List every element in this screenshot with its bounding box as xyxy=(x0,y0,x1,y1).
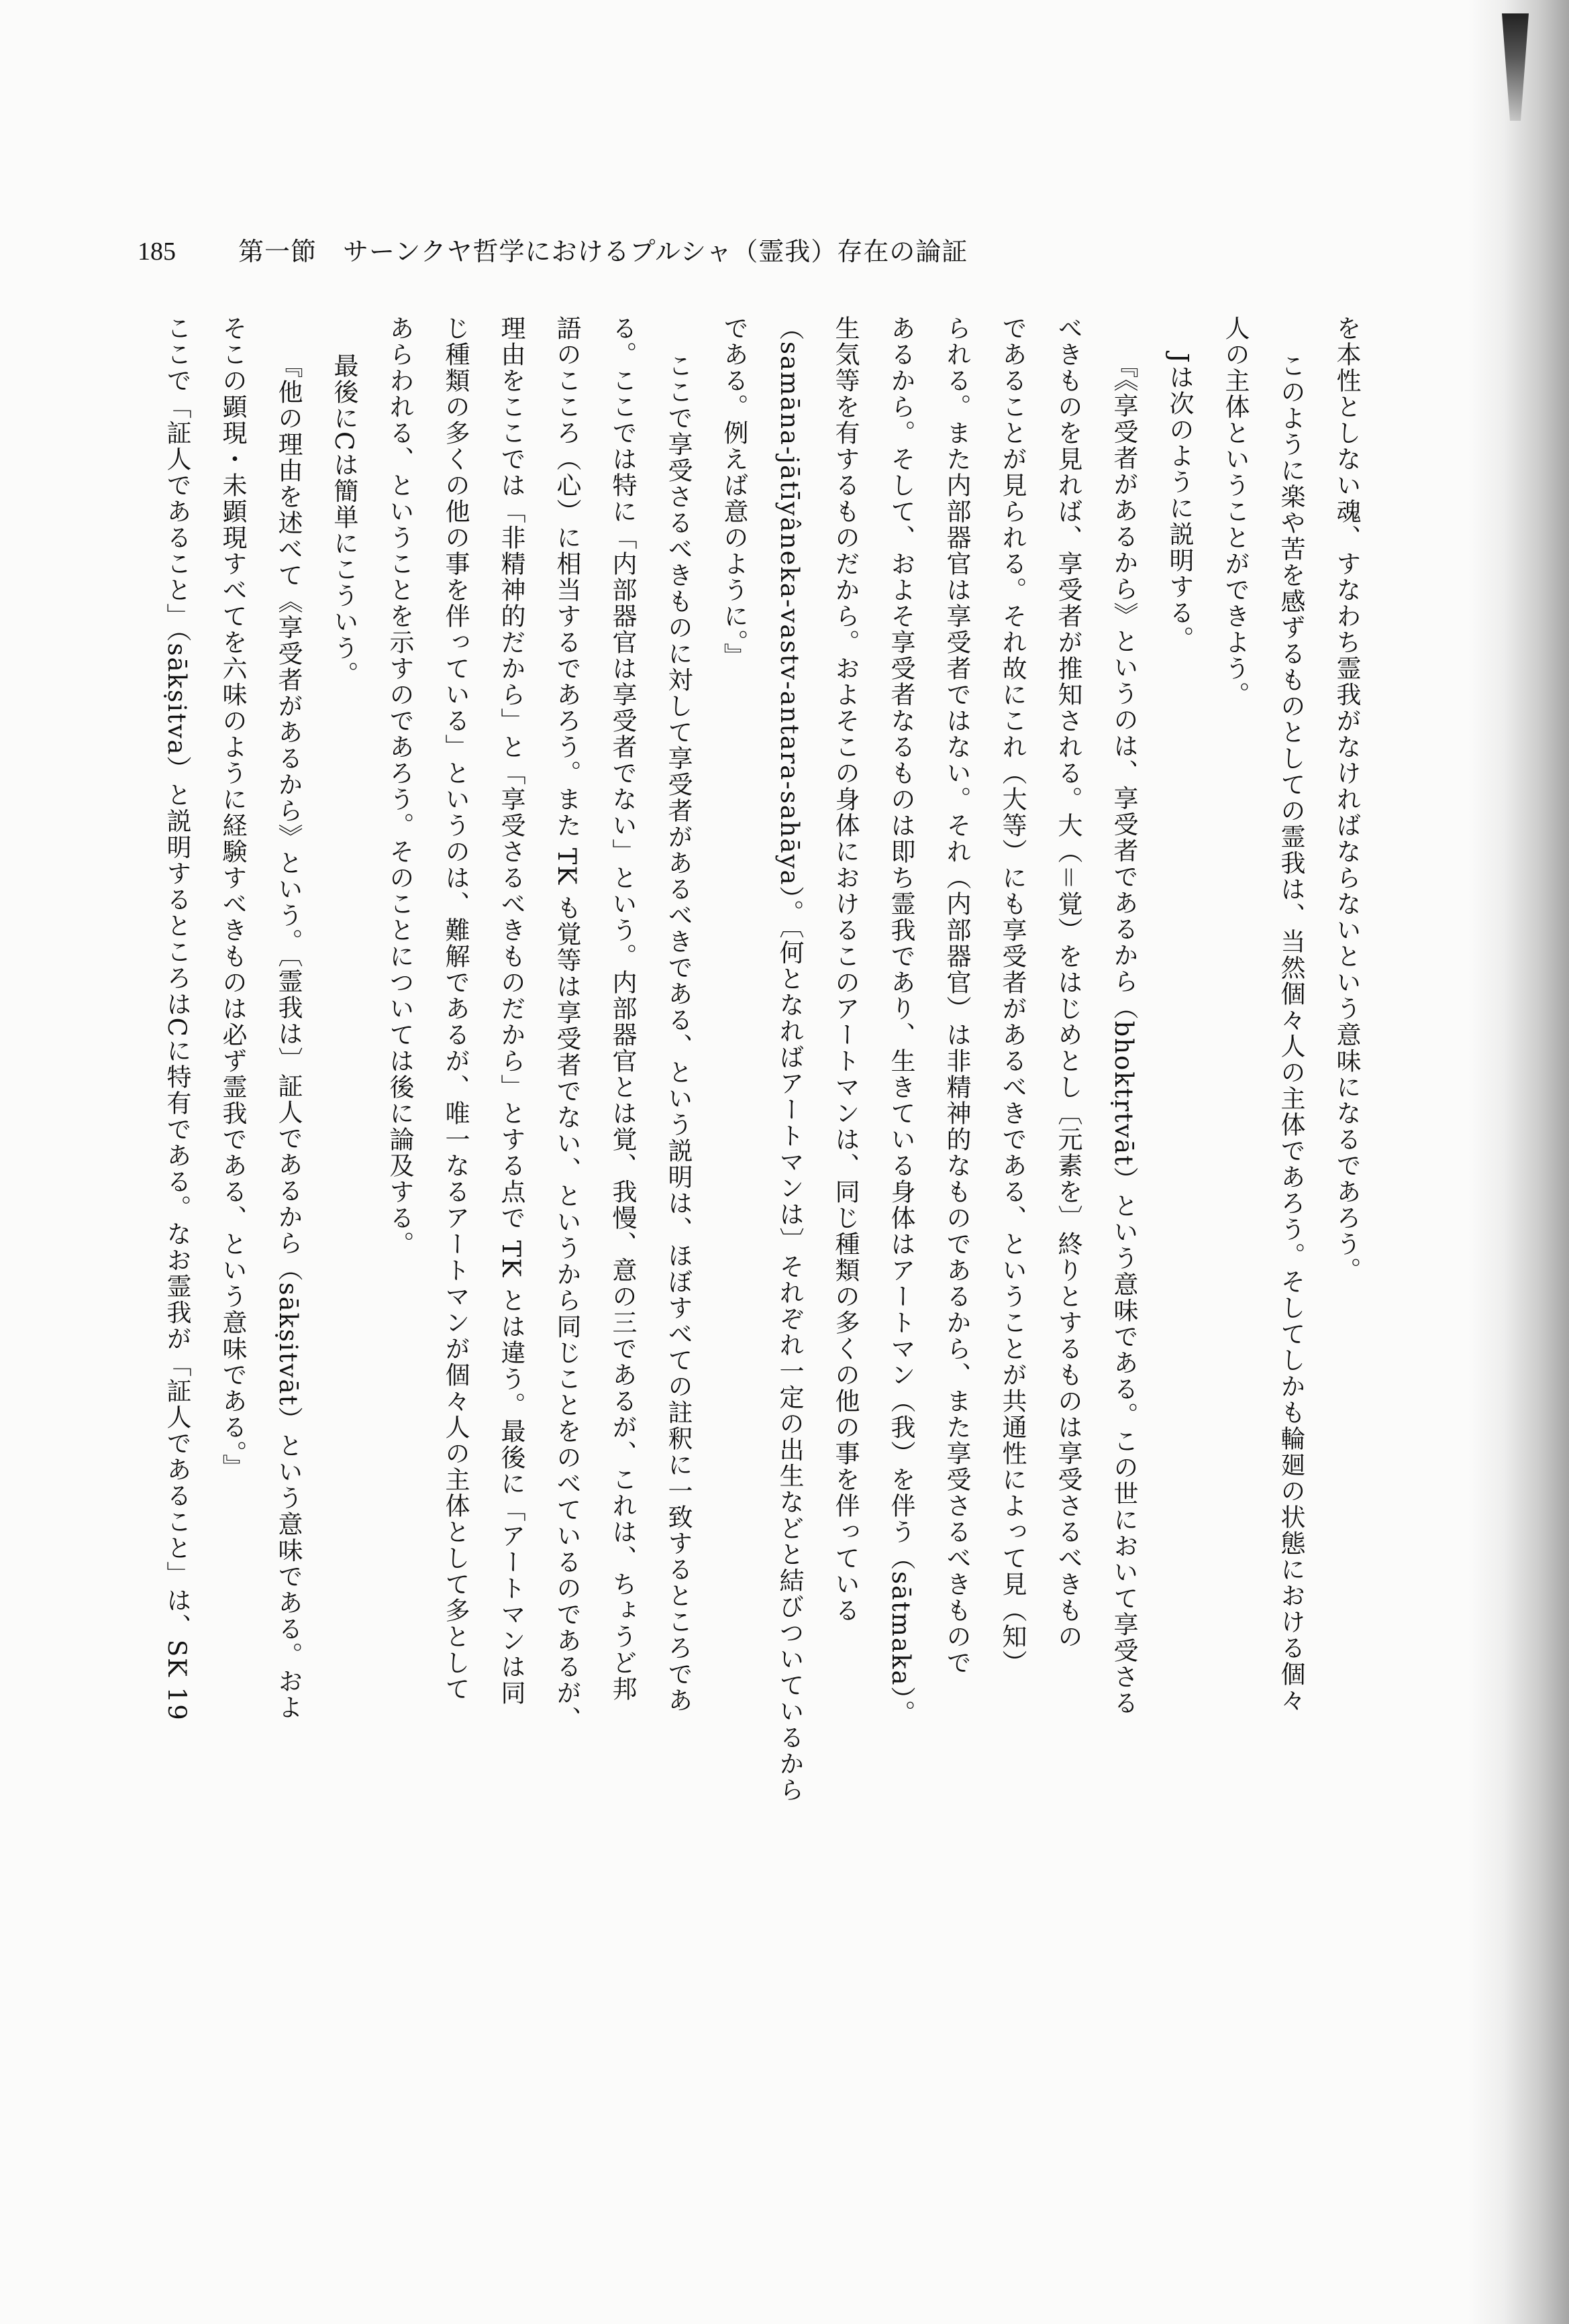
text-column: べきものを見れば、享受者が推知される。大（＝覚）をはじめとし〔元素を〕終りとするものは享受さるべきもの xyxy=(1054,315,1082,1650)
text-column: そこの顕現・未顕現すべてを六味のように経験すべきものは必ず霊我である、という意味である。』 xyxy=(218,315,247,1481)
text-column: を本性としない魂、すなわち霊我がなければならないという意味になるであろう。 xyxy=(1332,315,1361,1283)
text-column: 理由をここでは「非精神的だから」と「享受さるべきものだから」とする点で TK とは違う。最後に「アートマンは同 xyxy=(497,315,525,1706)
text-column: ここで享受さるべきものに対して享受者があるべきである、という説明は、ほぼすべての註釈に一致するところであ xyxy=(664,353,693,1713)
text-column: られる。また内部器官は享受者ではない。それ（内部器官）は非精神的なものであるから、また享受さるべきもので xyxy=(942,315,971,1676)
text-column: このように楽や苦を感ずるものとしての霊我は、当然個々人の主体であろう。そしてしかも輪廻の状態における個々 xyxy=(1276,353,1305,1713)
text-column: る。ここでは特に「内部器官は享受者でない」という。内部器官とは覚、我慢、意の三であるが、これは、ちょうど邦 xyxy=(608,315,637,1702)
text-column: Jは次のように説明する。 xyxy=(1165,353,1194,652)
text-column: じ種類の多くの他の事を伴っている」というのは、難解であるが、唯一なるアートマンが個々人の主体として多として xyxy=(441,315,470,1702)
text-column: 人の主体ということができよう。 xyxy=(1221,315,1250,708)
text-column: 語のこころ（心）に相当するであろう。また TK も覚等は享受者でない、というから同じことをのべているのであるが、 xyxy=(552,315,581,1732)
running-title: 第一節 サーンクヤ哲学におけるプルシャ（霊我）存在の論証 xyxy=(238,237,968,266)
text-column: ここで「証人であること」（sākṣitva）と説明するところはCに特有である。なお霊我が「証人であること」は、SK 19 xyxy=(162,315,191,1722)
text-column: 最後にCは簡単にこういう。 xyxy=(330,353,358,688)
text-column: である。例えば意のように。』 xyxy=(719,315,748,670)
vertical-text-body xyxy=(149,315,1374,2127)
text-column: 『《享受者があるから》というのは、享受者であるから（bhoktṛtvāt）という意味である。この世において享受さる xyxy=(1109,353,1138,1716)
text-column: あるから。そして、およそ享受者なるものは即ち霊我であり、生きている身体はアートマン（我）を伴う（sātmaka）。 xyxy=(887,315,915,1727)
page-number: 185 xyxy=(138,237,176,266)
text-column: 『他の理由を述べて《享受者があるから》という。〔霊我は〕証人であるから（sākṣitvāt）という意味である。およ xyxy=(274,353,303,1721)
page-header xyxy=(138,231,1413,272)
text-column: であることが見られる。それ故にこれ（大等）にも享受者があるべきである、ということが共通性によって見（知） xyxy=(998,315,1027,1676)
binding-edge-shadow xyxy=(1468,0,1569,2324)
text-column: 生気等を有するものだから。およそこの身体におけるこのアートマンは、同じ種類の多くの他の事を伴っている xyxy=(831,315,860,1624)
text-column: あらわれる、ということを示すのであろう。そのことについては後に論及する。 xyxy=(385,315,414,1257)
text-column: （samāna-jātīyâneka-vastv-antara-sahāya）。〔何となればアートマンは〕それぞれ一定の出生などと結びついているから xyxy=(775,315,804,1803)
